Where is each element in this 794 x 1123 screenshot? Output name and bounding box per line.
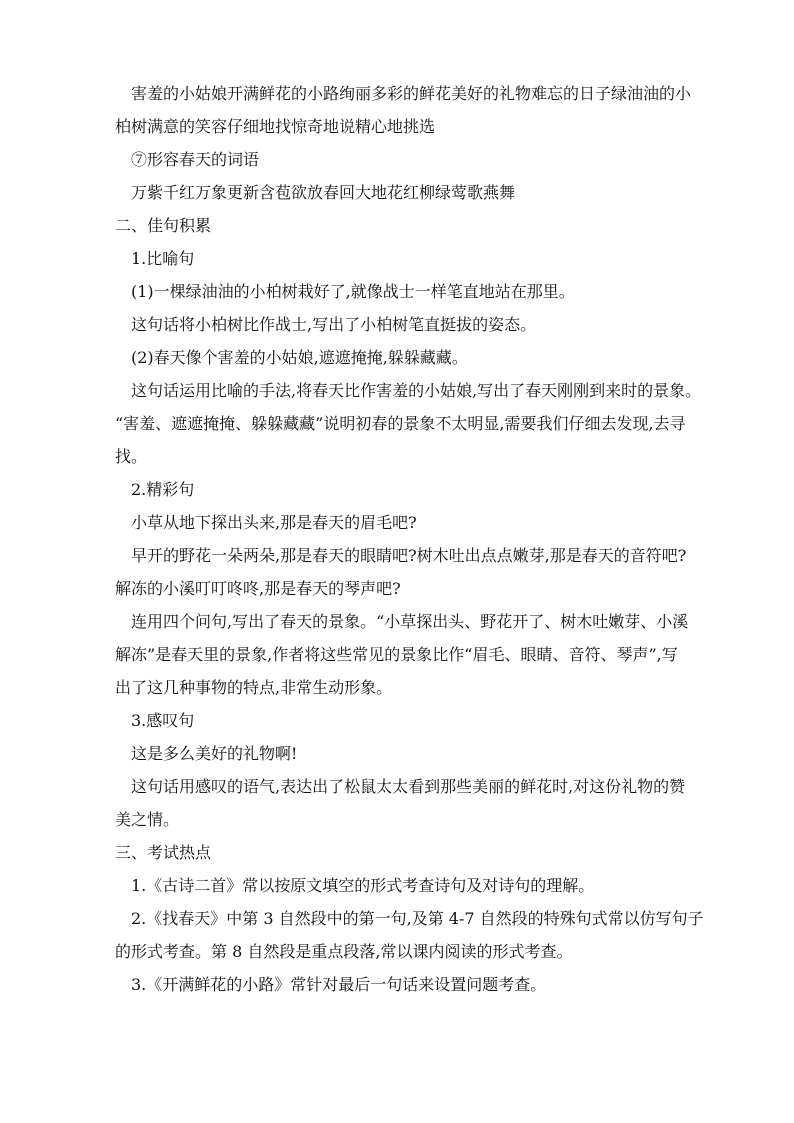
- section-heading: 三、考试热点: [115, 843, 212, 862]
- text-line: 万紫千红万象更新含苞欲放春回大地花红柳绿莺歌燕舞: [131, 183, 516, 202]
- text-line: (1)一棵绿油油的小柏树栽好了,就像战士一样笔直地站在那里。: [131, 282, 575, 301]
- text-line: 柏树满意的笑容仔细地找惊奇地说精心地挑选: [115, 117, 436, 136]
- text-line: 小草从地下探出头来,那是春天的眉毛吧?: [131, 513, 417, 532]
- text-line: 这句话将小柏树比作战士,写出了小柏树笔直挺拔的姿态。: [131, 315, 537, 334]
- text-line: 解冻”是春天里的景象,作者将这些常见的景象比作“眉毛、眼睛、音符、琴声”,写: [115, 645, 678, 664]
- text-line: 的形式考查。第 8 自然段是重点段落,常以课内阅读的形式考查。: [115, 942, 573, 961]
- subsection-heading: 3.感叹句: [131, 711, 195, 730]
- subsection-heading: 1.比喻句: [131, 249, 195, 268]
- text-line: 出了这几种事物的特点,非常生动形象。: [115, 678, 393, 697]
- text-line: 1.《古诗二首》常以按原文填空的形式考查诗句及对诗句的理解。: [131, 876, 595, 895]
- text-line: 美之情。: [115, 810, 180, 829]
- text-line: ⑦形容春天的词语: [131, 150, 260, 169]
- subsection-heading: 2.精彩句: [131, 480, 195, 499]
- text-line: (2)春天像个害羞的小姑娘,遮遮掩掩,躲躲藏藏。: [131, 348, 468, 367]
- text-line: 解冻的小溪叮叮咚咚,那是春天的琴声吧?: [115, 579, 401, 598]
- text-line: 害羞的小姑娘开满鲜花的小路绚丽多彩的鲜花美好的礼物难忘的日子绿油油的小: [131, 84, 692, 103]
- section-heading: 二、佳句积累: [115, 216, 212, 235]
- text-line: 2.《找春天》中第 3 自然段中的第一句,及第 4-7 自然段的特殊句式常以仿写句子: [131, 909, 704, 928]
- text-line: 3.《开满鲜花的小路》常针对最后一句话来设置问题考查。: [131, 975, 547, 994]
- text-line: “害羞、遮遮掩掩、躲躲藏藏”说明初春的景象不太明显,需要我们仔细去发现,去寻: [115, 414, 686, 433]
- text-line: 这是多么美好的礼物啊!: [131, 744, 298, 763]
- text-line: 这句话运用比喻的手法,将春天比作害羞的小姑娘,写出了春天刚刚到来时的景象。: [131, 381, 702, 400]
- text-line: 找。: [115, 447, 148, 466]
- text-line: 这句话用感叹的语气,表达出了松鼠太太看到那些美丽的鲜花时,对这份礼物的赞: [131, 777, 686, 796]
- text-line: 早开的野花一朵两朵,那是春天的眼睛吧?树木吐出点点嫩芽,那是春天的音符吧?: [131, 546, 687, 565]
- text-line: 连用四个问句,写出了春天的景象。“小草探出头、野花开了、树木吐嫩芽、小溪: [131, 612, 689, 631]
